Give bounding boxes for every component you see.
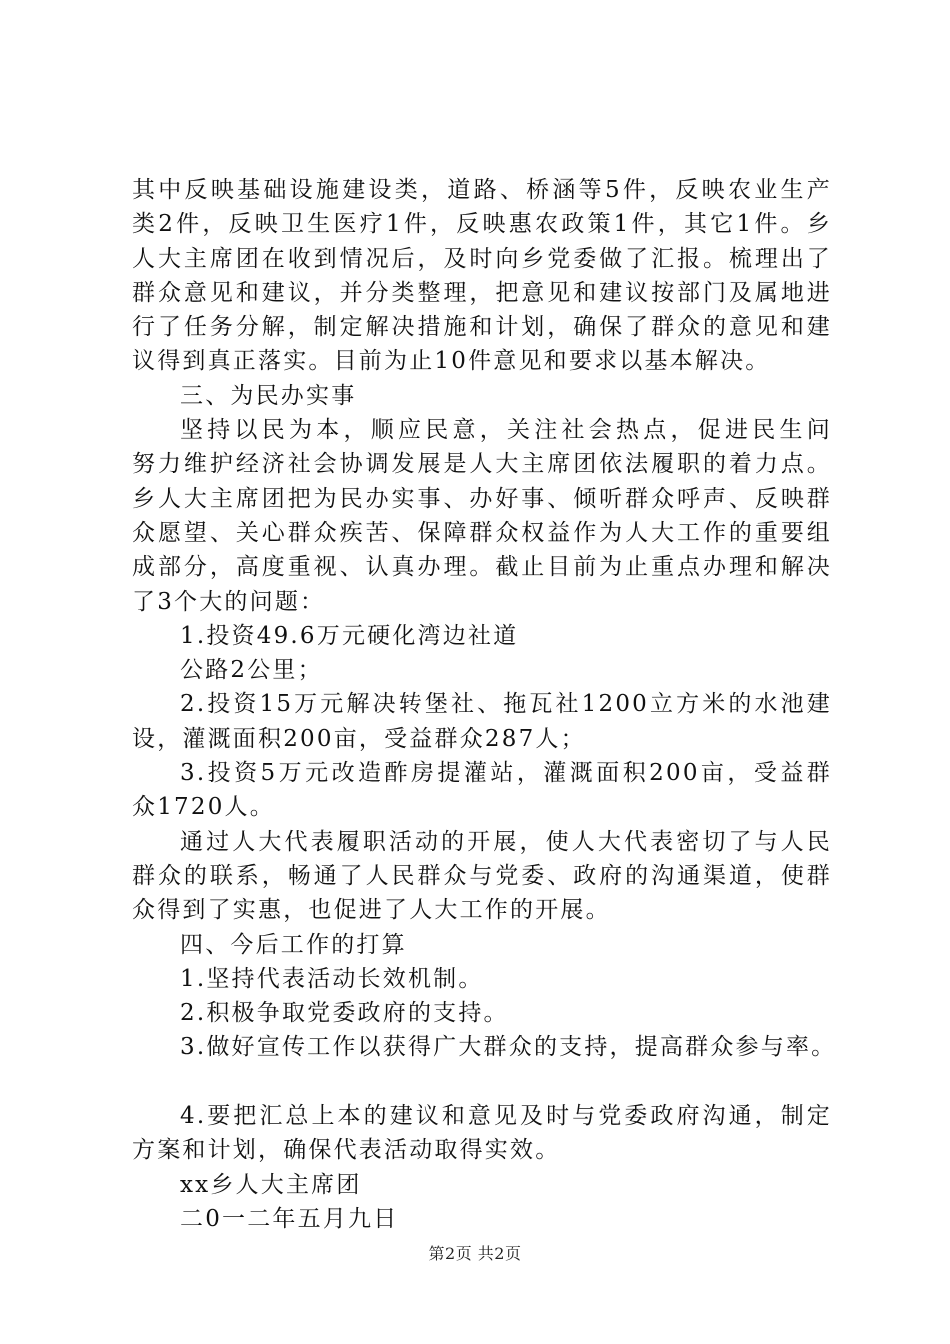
document-body bbox=[132, 173, 837, 1236]
paragraph-line: 行了任务分解，制定解决措施和计划，确保了群众的意见和建 bbox=[132, 314, 832, 341]
section-heading: 四、今后工作的打算 bbox=[180, 931, 407, 958]
list-item: 3.投资5万元改造酢房提灌站，灌溉面积200亩，受益群 bbox=[180, 760, 832, 787]
paragraph-line: 了3个大的问题： bbox=[132, 588, 326, 615]
list-item: 2.积极争取党委政府的支持。 bbox=[180, 1000, 509, 1027]
list-item: 2.投资15万元解决转堡社、拖瓦社1200立方米的水池建 bbox=[180, 691, 832, 718]
page-number-footer: 第2页 共2页 bbox=[428, 1244, 522, 1263]
paragraph-line: 成部分，高度重视、认真办理。截止目前为止重点办理和解决 bbox=[132, 554, 832, 581]
paragraph-line: 众愿望、关心群众疾苦、保障群众权益作为人大工作的重要组 bbox=[132, 519, 832, 546]
paragraph-line: 类2件，反映卫生医疗1件，反映惠农政策1件，其它1件。乡 bbox=[132, 211, 832, 238]
list-item: 4.要把汇总上本的建议和意见及时与党委政府沟通，制定 bbox=[180, 1103, 832, 1130]
list-item: 3.做好宣传工作以获得广大群众的支持，提高群众参与率。 bbox=[180, 1034, 837, 1061]
section-heading: 三、为民办实事 bbox=[180, 382, 357, 409]
list-item: 方案和计划，确保代表活动取得实效。 bbox=[132, 1137, 561, 1164]
paragraph-line: 乡人大主席团把为民办实事、办好事、倾听群众呼声、反映群 bbox=[132, 485, 832, 512]
list-item: 公路2公里； bbox=[180, 657, 323, 684]
paragraph-line: 群众意见和建议，并分类整理，把意见和建议按部门及属地进 bbox=[132, 279, 832, 306]
blank-line bbox=[132, 1065, 832, 1099]
paragraph-line: 坚持以民为本，顺应民意，关注社会热点，促进民生问 bbox=[180, 417, 832, 444]
paragraph-line: 议得到真正落实。目前为止10件意见和要求以基本解决。 bbox=[132, 348, 771, 375]
list-item: 1.坚持代表活动长效机制。 bbox=[180, 965, 484, 992]
list-item: 设，灌溉面积200亩，受益群众287人； bbox=[132, 725, 586, 752]
paragraph-line: 人大主席团在收到情况后，及时向乡党委做了汇报。梳理出了 bbox=[132, 245, 832, 272]
paragraph-line: 众得到了实惠，也促进了人大工作的开展。 bbox=[132, 897, 611, 924]
signature-date: 二0一二年五月九日 bbox=[180, 1205, 399, 1232]
signature-organization: xx乡人大主席团 bbox=[180, 1171, 362, 1198]
paragraph-line: 群众的联系，畅通了人民群众与党委、政府的沟通渠道，使群 bbox=[132, 862, 832, 889]
paragraph-line: 其中反映基础设施建设类，道路、桥涵等5件，反映农业生产 bbox=[132, 177, 832, 203]
list-item: 众1720人。 bbox=[132, 794, 275, 821]
paragraph-line: 通过人大代表履职活动的开展，使人大代表密切了与人民 bbox=[180, 828, 832, 855]
paragraph-line: 努力维护经济社会协调发展是人大主席团依法履职的着力点。 bbox=[132, 451, 832, 478]
list-item: 1.投资49.6万元硬化湾边社道 bbox=[180, 622, 519, 649]
